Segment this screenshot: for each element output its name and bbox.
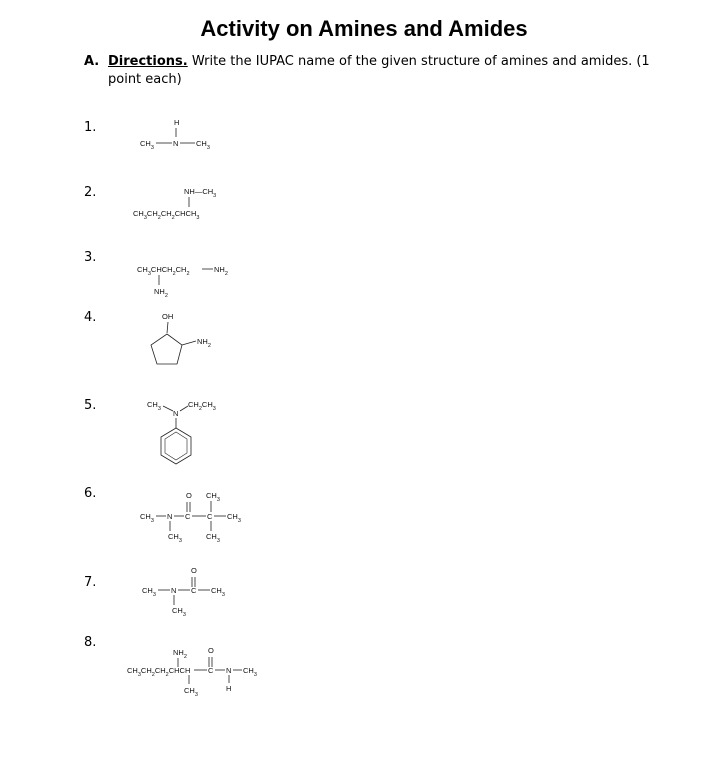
atom-label: $NH_2$ xyxy=(214,265,228,277)
atom-label: C xyxy=(207,512,213,521)
structure-1 xyxy=(140,118,210,151)
atom-label: $CH_3$ xyxy=(243,666,257,678)
atom-label: $CH_2CH_3$ xyxy=(188,400,216,412)
atom-label: N xyxy=(167,512,173,521)
atom-label: $CH_3$ xyxy=(142,586,156,598)
directions-text-line2: point each) xyxy=(108,72,182,87)
atom-label: OH xyxy=(162,312,174,321)
item-number-1: 1. xyxy=(84,120,97,135)
item-number-4: 4. xyxy=(84,310,97,325)
atom-label: O xyxy=(191,566,197,575)
structure-7 xyxy=(142,566,225,618)
structure-3 xyxy=(137,265,228,299)
atom-label: $NH_2$ xyxy=(173,648,187,660)
atom-label: $CH_3$ xyxy=(206,491,220,503)
atom-label: H xyxy=(174,118,180,127)
structure-4 xyxy=(151,312,211,364)
atom-label: $NH_2$ xyxy=(154,287,168,299)
atom-label: N xyxy=(173,139,179,148)
structure-5 xyxy=(147,400,216,464)
atom-label: $CH_3CHCH_2CH_2$ xyxy=(137,265,190,277)
item-number-7: 7. xyxy=(84,575,97,590)
atom-label: C xyxy=(191,586,197,595)
atom-label: $CH_3$ xyxy=(140,139,154,151)
atom-label: $CH_3$ xyxy=(206,532,220,544)
atom-label: $CH_3$ xyxy=(211,586,225,598)
atom-label: C xyxy=(208,666,214,675)
section-label: A. xyxy=(84,54,100,69)
atom-label: $NH—CH_3$ xyxy=(184,187,217,199)
atom-label: O xyxy=(186,491,192,500)
atom-label: N xyxy=(226,666,232,675)
item-number-6: 6. xyxy=(84,486,97,501)
atom-label: $CH_3$ xyxy=(172,606,186,618)
atom-label: $CH_3$ xyxy=(140,512,154,524)
page-title: Activity on Amines and Amides xyxy=(200,16,528,41)
atom-label: C xyxy=(185,512,191,521)
atom-label: N xyxy=(171,586,177,595)
atom-label: $CH_3$ xyxy=(147,400,161,412)
atom-label: $CH_3CH_2CH_2CHCH_3$ xyxy=(133,209,200,221)
atom-label: $CH_3$ xyxy=(196,139,210,151)
item-number-2: 2. xyxy=(84,185,97,200)
atom-label: O xyxy=(208,646,214,655)
item-number-8: 8. xyxy=(84,635,97,650)
item-number-3: 3. xyxy=(84,250,97,265)
atom-label: H xyxy=(226,684,232,693)
atom-label: $CH_3CH_2CH_2CHCH$ xyxy=(127,666,191,678)
structure-2 xyxy=(133,187,216,221)
structure-8 xyxy=(127,646,257,698)
atom-label: $CH_3$ xyxy=(184,686,198,698)
structure-6 xyxy=(140,491,241,544)
atom-label: $NH_2$ xyxy=(197,337,211,349)
atom-label: $CH_3$ xyxy=(227,512,241,524)
directions-text: Write the IUPAC name of the given structure of amines and amides. (1 xyxy=(187,54,650,69)
directions-heading: Directions. xyxy=(108,54,188,69)
atom-label: $CH_3$ xyxy=(168,532,182,544)
item-number-5: 5. xyxy=(84,398,97,413)
atom-label: N xyxy=(173,409,179,418)
